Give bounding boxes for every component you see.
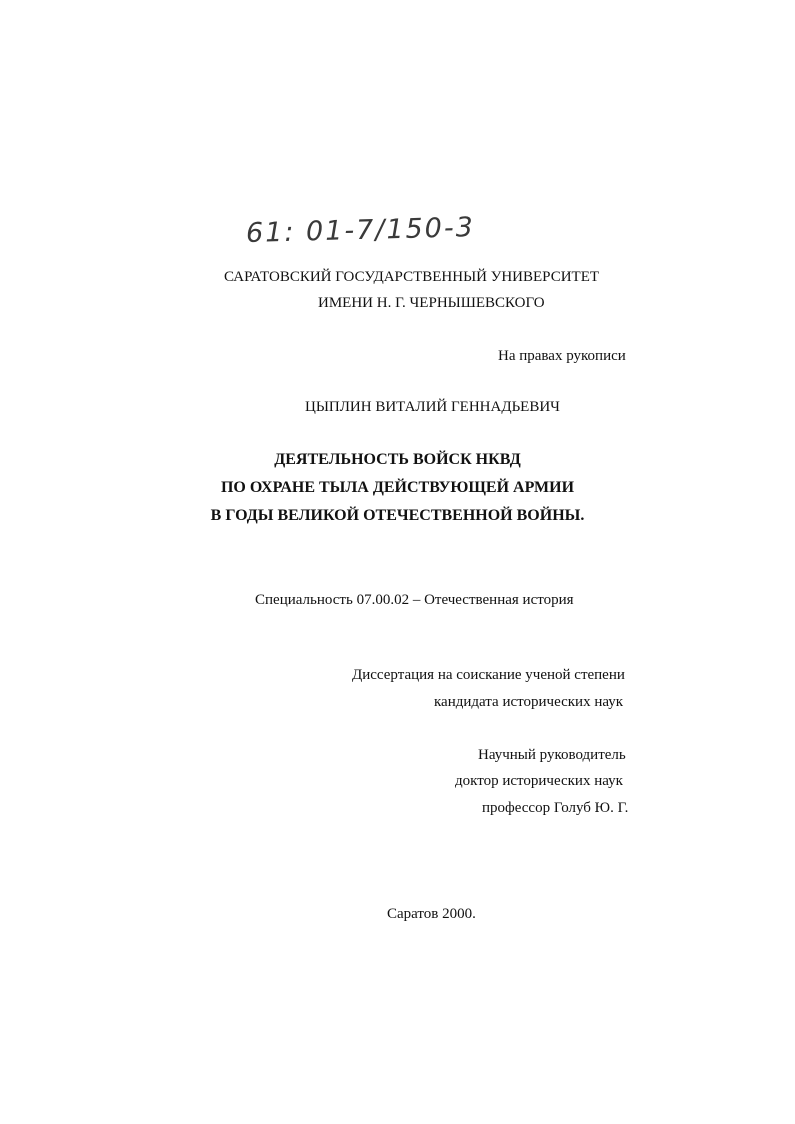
- degree-line1: Диссертация на соискание ученой степени: [352, 667, 625, 683]
- dissertation-title-line2: ПО ОХРАНЕ ТЫЛА ДЕЙСТВУЮЩЕЙ АРМИИ: [220, 479, 575, 496]
- author-name: ЦЫПЛИН ВИТАЛИЙ ГЕННАДЬЕВИЧ: [305, 399, 560, 415]
- place-and-year: Саратов 2000.: [387, 906, 476, 922]
- degree-line2: кандидата исторических наук: [434, 694, 624, 710]
- university-name-line2: ИМЕНИ Н. Г. ЧЕРНЫШЕВСКОГО: [318, 295, 545, 311]
- manuscript-rights-note: На правах рукописи: [498, 348, 626, 364]
- supervisor-name: профессор Голуб Ю. Г.: [482, 800, 629, 816]
- specialty: Специальность 07.00.02 – Отечественная история: [255, 592, 574, 608]
- university-name: САРАТОВСКИЙ ГОСУДАРСТВЕННЫЙ УНИВЕРСИТЕТ: [224, 269, 600, 285]
- supervisor-degree: доктор исторических наук: [455, 773, 623, 789]
- supervisor-label: Научный руководитель: [478, 747, 626, 763]
- handwritten-archive-mark: 61: 01-7/150-3: [245, 212, 476, 249]
- dissertation-title-line1: ДЕЯТЕЛЬНОСТЬ ВОЙСК НКВД: [274, 451, 521, 468]
- dissertation-title-line3: В ГОДЫ ВЕЛИКОЙ ОТЕЧЕСТВЕННОЙ ВОЙНЫ.: [210, 507, 585, 524]
